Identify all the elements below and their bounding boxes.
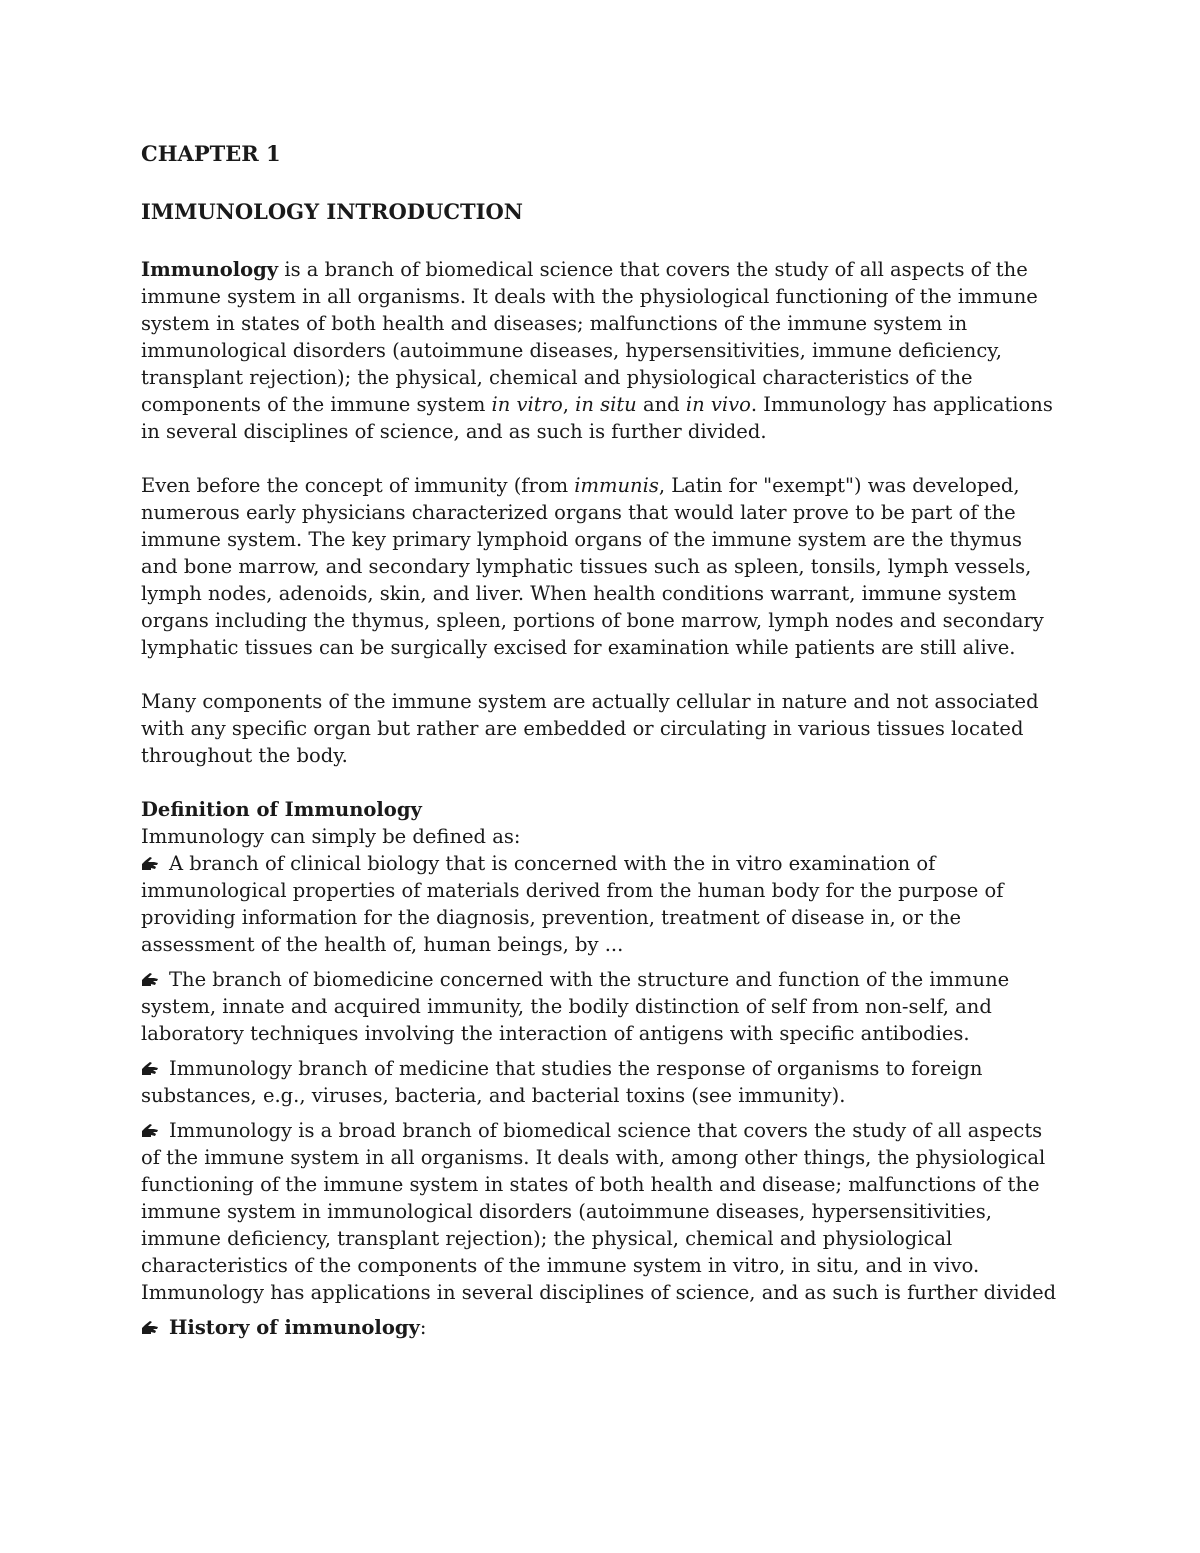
- chapter-heading: CHAPTER 1: [141, 141, 281, 166]
- writing-hand-icon: [141, 971, 159, 987]
- intro-term: Immunology: [141, 258, 279, 281]
- definition-bullet: A branch of clinical biology that is concerned with the in vitro examination of immunological properties of materials derived from the human body for the purpose of providing information for the diagnosis, prevention, treatment of disease in, or the assessment of the health of, human beings, by ...: [141, 852, 1004, 956]
- definition-lead: Immunology can simply be defined as:: [141, 825, 521, 848]
- writing-hand-icon: [141, 1060, 159, 1076]
- history-of-organs-paragraph: Even before the concept of immunity (from immunis, Latin for "exempt") was developed, numerous early physicians characterized organs that would later prove to be part of the immune system. The key primary lymphoid organs of the immune system are the thymus and bone marrow, and secondary lymphatic tissues such as spleen, tonsils, lymph vessels, lymph nodes, adenoids, skin, and liver. When health conditions warrant, immune system organs including the thymus, spleen, portions of bone marrow, lymph nodes and secondary lymphatic tissues can be surgically excised for examination while patients are still alive.: [141, 474, 1044, 659]
- definition-heading: Definition of Immunology: [141, 798, 422, 821]
- document-page: [141, 140, 1061, 1341]
- history-heading: History of immunology:: [141, 1314, 1061, 1341]
- writing-hand-icon: [141, 1122, 159, 1138]
- definition-bullet: The branch of biomedicine concerned with the structure and function of the immune system, innate and acquired immunity, the bodily distinction of self from non-self, and laboratory techniques involving the interaction of antigens with specific antibodies.: [141, 968, 1010, 1045]
- intro-paragraph: Immunology is a branch of biomedical science that covers the study of all aspects of the immune system in all organisms. It deals with the physiological functioning of the immune system in states of both health and diseases; malfunctions of the immune system in immunological disorders (autoimmune diseases, hypersensitivities, immune deficiency, transplant rejection); the physical, chemical and physiological characteristics of the components of the immune system in vitro, in situ and in vivo. Immunology has applications in several disciplines of science, and as such is further divided.: [141, 258, 1053, 443]
- page-title: IMMUNOLOGY INTRODUCTION: [141, 199, 523, 224]
- definition-bullet: Immunology is a broad branch of biomedical science that covers the study of all aspects of the immune system in all organisms. It deals with, among other things, the physiological functioning of the immune system in states of both health and disease; malfunctions of the immune system in immunological disorders (autoimmune diseases, hypersensitivities, immune deficiency, transplant rejection); the physical, chemical and physiological characteristics of the components of the immune system in vitro, in situ, and in vivo. Immunology has applications in several disciplines of science, and as such is further divided: [141, 1119, 1057, 1304]
- writing-hand-icon: [141, 855, 159, 871]
- cellular-components-paragraph: Many components of the immune system are actually cellular in nature and not associated with any specific organ but rather are embedded or circulating in various tissues located throughout the body.: [141, 690, 1039, 767]
- writing-hand-icon: [141, 1319, 159, 1335]
- definition-bullet: Immunology branch of medicine that studies the response of organisms to foreign substances, e.g., viruses, bacteria, and bacterial toxins (see immunity).: [141, 1057, 983, 1107]
